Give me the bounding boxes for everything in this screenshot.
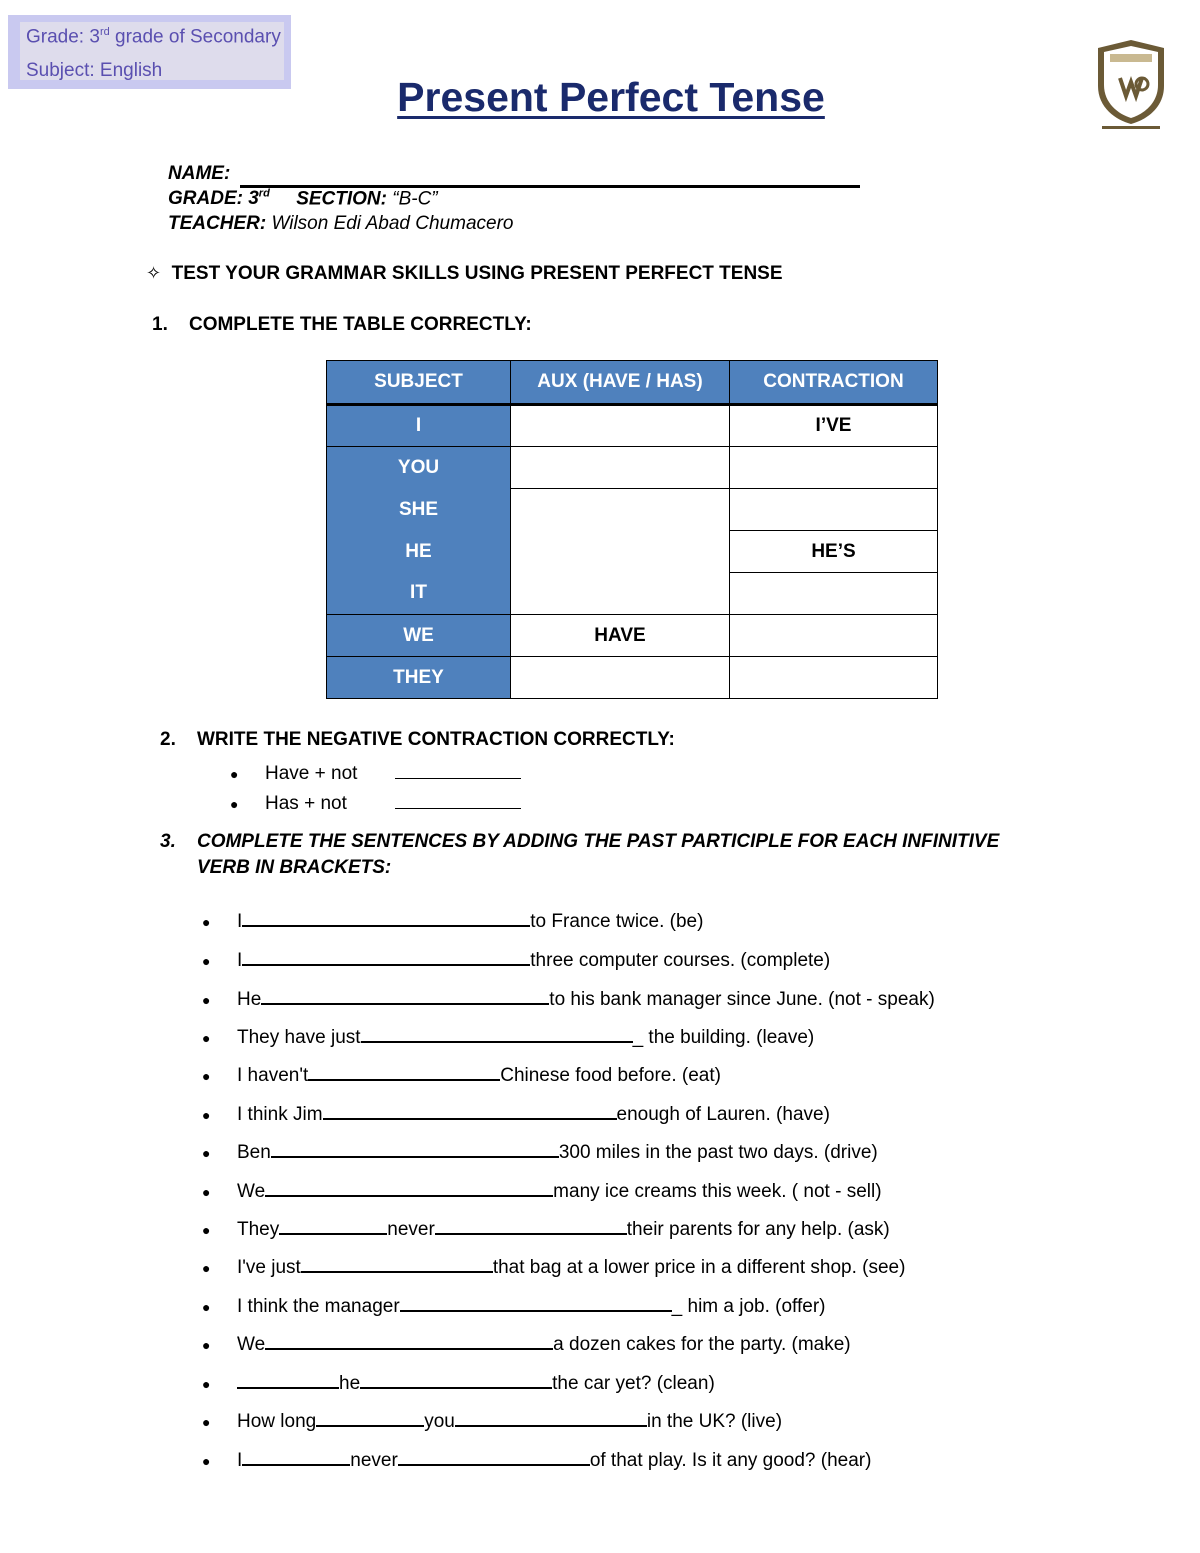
section3-heading-line2: VERB IN BRACKETS: xyxy=(197,857,392,878)
sentence-end: in the UK? (live) xyxy=(646,1411,783,1432)
sentence-end: Chinese food before. (eat) xyxy=(500,1065,721,1086)
list-item: ● Ben 300 miles in the past two days. (drive) xyxy=(202,1138,878,1164)
school-logo-icon xyxy=(1094,38,1168,130)
answer-blank[interactable] xyxy=(395,760,521,779)
contraction-cell[interactable]: I’VE xyxy=(730,405,938,447)
subject-cell: SHE xyxy=(327,489,511,531)
list-item: ● he the car yet? (clean) xyxy=(202,1369,715,1395)
table-row xyxy=(327,615,938,657)
answer-blank[interactable] xyxy=(398,1446,590,1466)
sentence-start: They have just xyxy=(237,1027,361,1048)
list-item: ● I think the manager _ him a job. (offer) xyxy=(202,1292,825,1318)
sentence-end: that bag at a lower price in a different shop. (see) xyxy=(492,1257,906,1278)
list-item: ● Have + not xyxy=(230,760,521,785)
subject-cell: WE xyxy=(327,615,511,657)
section3-heading: 3. COMPLETE THE SENTENCES BY ADDING THE PAST PARTICIPLE FOR EACH INFINITIVE xyxy=(160,831,1000,852)
page-title: Present Perfect Tense xyxy=(397,74,825,120)
sentence-end: many ice creams this week. ( not - sell) xyxy=(553,1181,882,1202)
answer-blank[interactable] xyxy=(455,1407,647,1427)
sentence-end: to France twice. (be) xyxy=(530,911,704,932)
sentence-middle: he xyxy=(339,1373,361,1394)
answer-blank[interactable] xyxy=(395,790,521,809)
sentence-end: 300 miles in the past two days. (drive) xyxy=(558,1142,878,1163)
sentence-start: They xyxy=(237,1219,280,1240)
list-item: ● I've just that bag at a lower price in a different shop. (see) xyxy=(202,1253,905,1279)
list-item: ● They have just _ the building. (leave) xyxy=(202,1023,814,1049)
name-field: NAME: xyxy=(168,163,231,184)
grammar-table xyxy=(326,360,938,699)
subject-cell: THEY xyxy=(327,657,511,699)
grade-section-field: GRADE: 3rd SECTION: “B-C” xyxy=(168,188,438,210)
sentence-end: three computer courses. (complete) xyxy=(530,950,831,971)
answer-blank[interactable] xyxy=(323,1100,617,1120)
answer-blank[interactable] xyxy=(261,985,549,1005)
section2-heading: 2. WRITE THE NEGATIVE CONTRACTION CORRECTLY: xyxy=(160,729,675,750)
teacher-field: TEACHER: Wilson Edi Abad Chumacero xyxy=(168,213,514,234)
sentence-start: How long xyxy=(237,1411,317,1432)
table-header-row xyxy=(327,361,938,405)
subject-cell: HE xyxy=(327,531,511,573)
answer-blank[interactable] xyxy=(265,1177,553,1197)
sentence-end: their parents for any help. (ask) xyxy=(626,1219,890,1240)
answer-blank[interactable] xyxy=(242,1446,350,1466)
list-item: ● We many ice creams this week. ( not - sell) xyxy=(202,1177,882,1203)
column-header-subject: SUBJECT xyxy=(327,361,511,405)
answer-blank[interactable] xyxy=(279,1215,387,1235)
answer-blank[interactable] xyxy=(301,1253,493,1273)
intro-heading: ✧ TEST YOUR GRAMMAR SKILLS USING PRESENT PERFECT TENSE xyxy=(146,263,783,284)
grade-info: Grade: 3rd grade of Secondary xyxy=(26,26,281,48)
sentence-start: I xyxy=(237,950,243,971)
list-item: ● I never of that play. Is it any good? (hear) xyxy=(202,1446,871,1472)
list-item: ● Has + not xyxy=(230,790,521,815)
sentence-end: to his bank manager since June. (not - speak) xyxy=(549,989,935,1010)
sentence-start: I think Jim xyxy=(237,1104,323,1125)
answer-blank[interactable] xyxy=(265,1330,553,1350)
negative-item-label: Has + not xyxy=(265,793,347,814)
list-item: ● I haven't Chinese food before. (eat) xyxy=(202,1061,721,1087)
answer-blank[interactable] xyxy=(400,1292,672,1312)
sentence-middle: you xyxy=(424,1411,455,1432)
list-item: ● I to France twice. (be) xyxy=(202,907,703,933)
aux-cell-merged[interactable] xyxy=(511,489,730,615)
list-item: ● I three computer courses. (complete) xyxy=(202,946,830,972)
subject-cell: IT xyxy=(327,573,511,615)
contraction-cell[interactable] xyxy=(730,447,938,489)
sentence-end: the car yet? (clean) xyxy=(552,1373,715,1394)
answer-blank[interactable] xyxy=(242,907,530,927)
answer-blank[interactable] xyxy=(237,1369,339,1389)
list-item: ● How long you in the UK? (live) xyxy=(202,1407,782,1433)
sentence-end: of that play. Is it any good? (hear) xyxy=(589,1450,872,1471)
sentence-end: _ him a job. (offer) xyxy=(671,1296,826,1317)
sentence-start: He xyxy=(237,989,262,1010)
column-header-contraction: CONTRACTION xyxy=(730,361,938,405)
answer-blank[interactable] xyxy=(435,1215,627,1235)
sentence-start: I think the manager xyxy=(237,1296,400,1317)
aux-cell[interactable]: HAVE xyxy=(511,615,730,657)
sentence-start: I've just xyxy=(237,1257,301,1278)
sentence-end: a dozen cakes for the party. (make) xyxy=(553,1334,851,1355)
section1-heading: 1. COMPLETE THE TABLE CORRECTLY: xyxy=(152,314,532,335)
sentence-start: We xyxy=(237,1181,266,1202)
diamond-bullet-icon: ✧ xyxy=(146,263,162,283)
subject-cell: I xyxy=(327,405,511,447)
table-row xyxy=(327,447,938,489)
answer-blank[interactable] xyxy=(316,1407,424,1427)
negative-item-label: Have + not xyxy=(265,763,358,784)
column-header-aux: AUX (HAVE / HAS) xyxy=(511,361,730,405)
contraction-cell[interactable] xyxy=(730,615,938,657)
list-item: ● He to his bank manager since June. (not - speak) xyxy=(202,985,935,1011)
contraction-cell[interactable]: HE’S xyxy=(730,531,938,573)
table-row xyxy=(327,657,938,699)
answer-blank[interactable] xyxy=(360,1369,552,1389)
answer-blank[interactable] xyxy=(308,1061,500,1081)
aux-cell[interactable] xyxy=(511,405,730,447)
sentence-start: I xyxy=(237,1450,243,1471)
sentence-middle: never xyxy=(387,1219,435,1240)
sentence-start: Ben xyxy=(237,1142,271,1163)
sentence-start: I haven't xyxy=(237,1065,309,1086)
sentence-start: We xyxy=(237,1334,266,1355)
subject-info: Subject: English xyxy=(26,60,163,81)
table-row xyxy=(327,405,938,447)
contraction-cell[interactable] xyxy=(730,657,938,699)
contraction-cell[interactable] xyxy=(730,489,938,531)
subject-cell: YOU xyxy=(327,447,511,489)
sentence-start: I xyxy=(237,911,243,932)
contraction-cell[interactable] xyxy=(730,573,938,615)
table-row xyxy=(327,489,938,531)
answer-blank[interactable] xyxy=(361,1023,633,1043)
aux-cell[interactable] xyxy=(511,447,730,489)
header-info-inner xyxy=(20,22,284,80)
list-item: ● We a dozen cakes for the party. (make) xyxy=(202,1330,851,1356)
sentence-end: _ the building. (leave) xyxy=(632,1027,815,1048)
list-item: ● They never their parents for any help. (ask) xyxy=(202,1215,890,1241)
answer-blank[interactable] xyxy=(271,1138,559,1158)
list-item: ● I think Jim enough of Lauren. (have) xyxy=(202,1100,830,1126)
answer-blank[interactable] xyxy=(242,946,530,966)
sentence-end: enough of Lauren. (have) xyxy=(616,1104,830,1125)
sentence-middle: never xyxy=(350,1450,398,1471)
aux-cell[interactable] xyxy=(511,657,730,699)
